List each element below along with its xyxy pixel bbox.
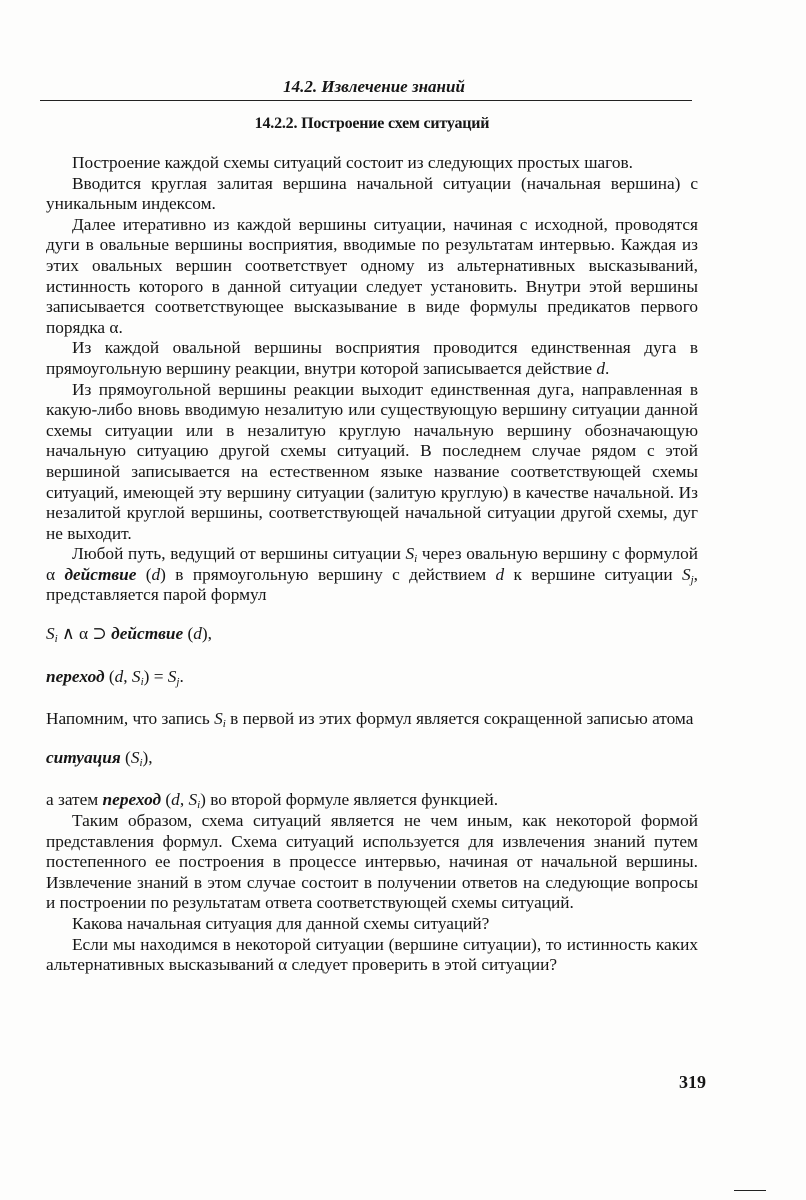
- paragraph-8: а затем переход (d, $S_i$) во второй формуле является функцией.: [46, 790, 499, 812]
- paragraph-11: Если мы находимся в некоторой ситуации (вершине ситуации), то истинность каких альтернативных высказываний α следует проверить в этой ситуации?: [46, 934, 698, 975]
- running-head: 14.2. Извлечение знаний: [283, 77, 465, 96]
- paragraph-2: Вводится круглая залитая вершина начальной ситуации (начальная вершина) с уникальным индексом.: [46, 173, 698, 214]
- header-rule: [40, 100, 692, 101]
- paragraph-9: Таким образом, схема ситуаций является не чем иным, как некоторой формой представления формул. Схема ситуаций используется для извлечения знаний путем постепенного ее построения в процессе интервью, начиная от начальной вершины. Извлечение знаний в этом случае состоит в получении ответов на следующие вопросы и построении по результатам ответа соответствующей схемы ситуаций.: [46, 811, 698, 913]
- formula-action: $S_i$ ∧ α ⊃ действие (d),: [46, 624, 212, 646]
- paragraph-7: Напомним, что запись $S_i$ в первой из этих формул является сокращенной записью атома: [46, 709, 694, 731]
- page-number: 319: [679, 1072, 706, 1092]
- paragraph-1: Построение каждой схемы ситуаций состоит из следующих простых шагов.: [72, 153, 633, 172]
- paragraph-10: Какова начальная ситуация для данной схемы ситуаций?: [72, 914, 490, 933]
- paragraph-3: Далее итеративно из каждой вершины ситуации, начиная с исходной, проводятся дуги в овальные вершины восприятия, вводимые по результатам интервью. Каждая из этих овальных вершин соответствует одному из альтернативных высказываний, истинность которого в данной ситуации следует установить. Внутри этой вершины записывается соответствующее высказывание в виде формулы предикатов первого порядка α.: [46, 214, 698, 337]
- section-title: 14.2.2. Построение схем ситуаций: [254, 115, 490, 132]
- body-text: [46, 153, 698, 976]
- paragraph-5: Из прямоугольной вершины реакции выходит единственная дуга, направленная в какую-либо вновь вводимую незалитую или существующую вершину ситуации данной схемы ситуации или в незалитую круглую начальную вершину обозначающую начальную ситуацию другой схемы ситуаций. В последнем случае рядом с этой вершиной записывается на естественном языке название соответствующей схемы ситуаций, имеющей эту вершину ситуации (залитую круглую) в качестве начальной. Из незалитой круглой вершины, соответствующей начальной ситуации другой схемы, дуг не выходит.: [46, 379, 698, 543]
- corner-rule: [734, 1190, 766, 1191]
- formula-atom: ситуация $(S_i)$,: [46, 747, 153, 769]
- paragraph-6: Любой путь, ведущий от вершины ситуации $S_i$ через овальную вершину с формулой α действие (d) в прямоугольную вершину с действием d к вершине ситуации $S_j$, представляется парой формул: [46, 544, 698, 605]
- paragraph-4: Из каждой овальной вершины восприятия проводится единственная дуга в прямоугольную вершину реакции, внутри которой записывается действие d.: [46, 338, 698, 378]
- formula-transition: переход (d, $S_i) = S_j$.: [46, 666, 184, 688]
- book-page: [46, 76, 698, 976]
